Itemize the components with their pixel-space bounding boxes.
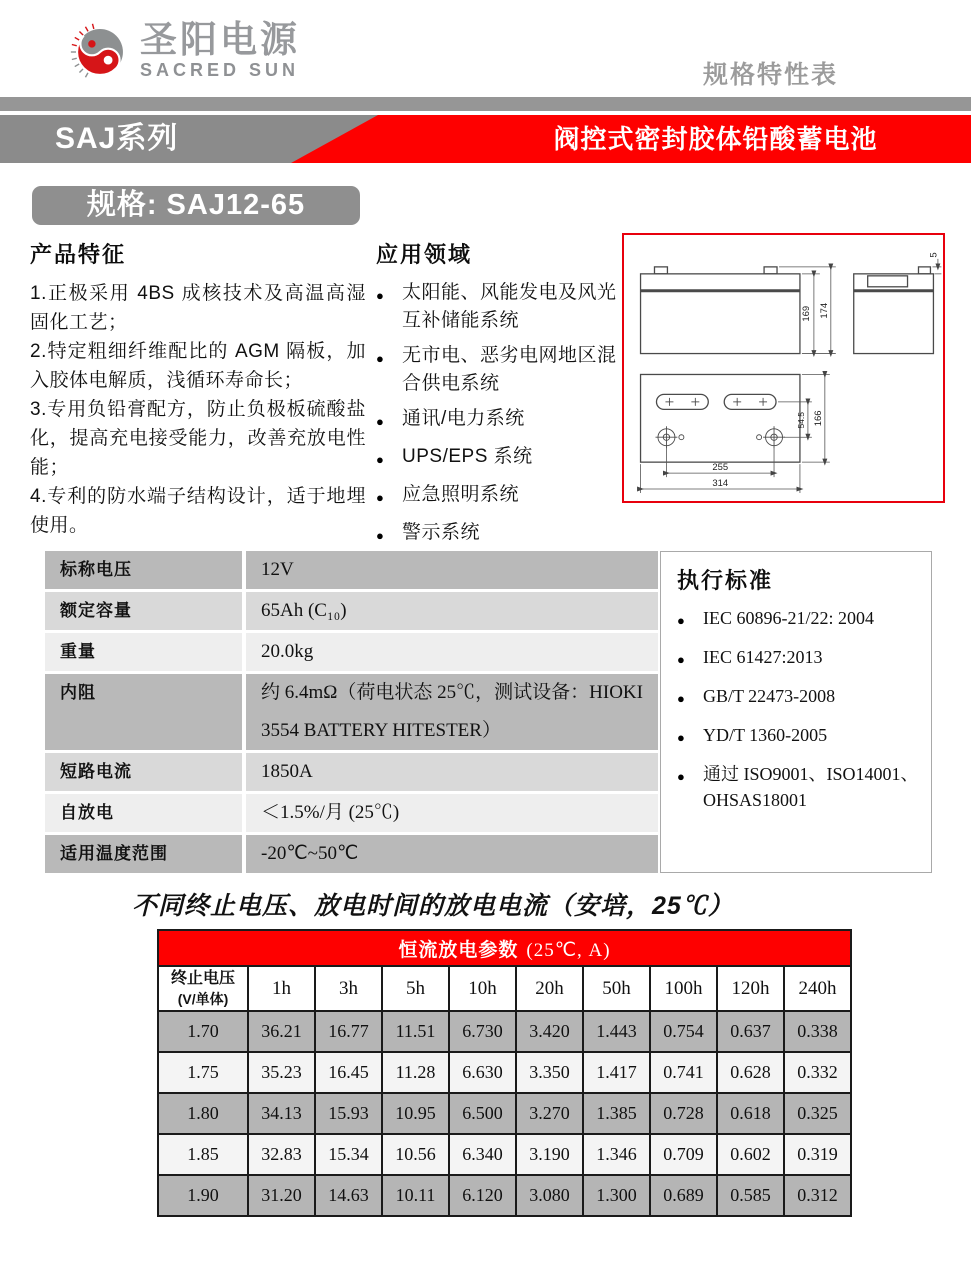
discharge-current-value: 34.13 xyxy=(248,1093,315,1134)
discharge-current-value: 0.709 xyxy=(650,1134,717,1175)
end-voltage-value: 1.80 xyxy=(158,1093,248,1134)
discharge-current-value: 36.21 xyxy=(248,1011,315,1052)
list-item-label: IEC 60896-21/22: 2004 xyxy=(703,608,874,628)
discharge-current-value: 3.080 xyxy=(516,1175,583,1216)
dim-depth: 166 xyxy=(812,410,824,427)
discharge-current-value: 15.34 xyxy=(315,1134,382,1175)
discharge-current-value: 11.51 xyxy=(382,1011,449,1052)
discharge-data-row xyxy=(158,1175,851,1216)
discharge-table xyxy=(157,929,852,1217)
discharge-current-value: 6.340 xyxy=(449,1134,516,1175)
spec-label: 自放电 xyxy=(45,794,242,832)
discharge-header-bold: 恒流放电参数 xyxy=(398,939,519,961)
features-section xyxy=(30,238,366,540)
list-item xyxy=(376,279,628,335)
bullet-icon: ● xyxy=(677,769,685,784)
list-item-label: 通过 ISO9001、ISO14001、OHSAS18001 xyxy=(703,764,919,810)
standards-list xyxy=(677,605,923,813)
spec-row xyxy=(45,633,658,671)
discharge-current-value: 11.28 xyxy=(382,1052,449,1093)
bullet-icon: ● xyxy=(677,613,685,628)
discharge-current-value: 1.300 xyxy=(583,1175,650,1216)
discharge-current-value: 1.385 xyxy=(583,1093,650,1134)
list-item-label: 应急照明系统 xyxy=(402,484,520,505)
spec-value: 12V xyxy=(246,551,658,589)
discharge-current-value: 15.93 xyxy=(315,1093,382,1134)
spec-value: -20℃~50℃ xyxy=(246,835,658,873)
discharge-current-value: 14.63 xyxy=(315,1175,382,1216)
logo xyxy=(70,20,300,84)
list-item xyxy=(677,644,923,673)
list-item-label: 无市电、恶劣电网地区混合供电系统 xyxy=(402,345,617,394)
spec-row xyxy=(45,794,658,832)
spec-label: 标称电压 xyxy=(45,551,242,589)
list-item-label: UPS/EPS 系统 xyxy=(402,446,533,467)
discharge-current-value: 10.11 xyxy=(382,1175,449,1216)
discharge-red-header xyxy=(158,930,851,966)
spec-label: 重量 xyxy=(45,633,242,671)
discharge-current-value: 6.630 xyxy=(449,1052,516,1093)
divider-bar xyxy=(0,97,971,111)
bullet-icon: ● xyxy=(677,652,685,667)
doc-type-label: 规格特性表 xyxy=(703,61,839,89)
discharge-current-value: 0.325 xyxy=(784,1093,851,1134)
list-item xyxy=(376,519,628,550)
list-item xyxy=(376,481,628,512)
list-item xyxy=(376,405,628,436)
list-item-label: YD/T 1360-2005 xyxy=(703,725,828,745)
dim-height-body: 169 xyxy=(800,305,812,322)
bullet-icon: ● xyxy=(376,288,385,303)
list-item-label: 太阳能、风能发电及风光互补储能系统 xyxy=(402,282,617,331)
feature-item: 1.正极采用 4BS 成核技术及高温高湿固化工艺； xyxy=(30,283,366,333)
discharge-current-value: 0.618 xyxy=(717,1093,784,1134)
discharge-current-value: 10.56 xyxy=(382,1134,449,1175)
discharge-current-value: 0.741 xyxy=(650,1052,717,1093)
end-voltage-value: 1.85 xyxy=(158,1134,248,1175)
list-item xyxy=(677,761,923,813)
feature-item: 4.专利的防水端子结构设计，适于地埋使用。 xyxy=(30,486,366,536)
spec-value: 20.0kg xyxy=(246,633,658,671)
dim-width: 314 xyxy=(712,478,729,490)
feature-item: 2.特定粗细纤维配比的 AGM 隔板，加入胶体电解质，浅循环寿命长； xyxy=(30,341,366,391)
dim-height-total: 174 xyxy=(818,302,830,319)
discharge-current-value: 0.754 xyxy=(650,1011,717,1052)
discharge-current-value: 6.500 xyxy=(449,1093,516,1134)
spec-value: 约 6.4mΩ（荷电状态 25℃，测试设备：HIOKI 3554 BATTERY HITESTER） xyxy=(246,674,658,750)
discharge-table-body xyxy=(158,1011,851,1216)
features-list xyxy=(30,279,366,540)
features-title: 产品特征 xyxy=(30,242,127,267)
end-voltage-value: 1.70 xyxy=(158,1011,248,1052)
discharge-current-value: 0.628 xyxy=(717,1052,784,1093)
series-name: SAJ系列 xyxy=(55,122,179,155)
list-item xyxy=(677,683,923,712)
dim-pitch: 255 xyxy=(712,462,729,474)
discharge-current-value: 0.602 xyxy=(717,1134,784,1175)
discharge-current-value: 3.420 xyxy=(516,1011,583,1052)
list-item xyxy=(376,342,628,398)
discharge-data-row xyxy=(158,1011,851,1052)
discharge-current-value: 1.346 xyxy=(583,1134,650,1175)
spec-label: 内阻 xyxy=(45,674,242,750)
discharge-current-value: 6.120 xyxy=(449,1175,516,1216)
list-item-label: 通讯/电力系统 xyxy=(402,408,525,429)
end-voltage-column-header xyxy=(158,966,248,1011)
spec-table xyxy=(45,551,658,876)
list-item xyxy=(677,722,923,751)
applications-list xyxy=(376,279,628,550)
spec-row xyxy=(45,835,658,873)
spec-label: 额定容量 xyxy=(45,592,242,630)
discharge-current-value: 0.637 xyxy=(717,1011,784,1052)
feature-item: 3.专用负铅膏配方，防止负极板硫酸盐化，提高充电接受能力，改善充放电性能； xyxy=(30,399,366,478)
battery-drawing xyxy=(624,235,943,499)
logo-cn: 圣阳电源 xyxy=(140,19,300,60)
bullet-icon: ● xyxy=(376,351,385,366)
end-voltage-unit: (V/单体) xyxy=(177,990,229,1007)
bullet-icon: ● xyxy=(376,452,385,467)
list-item-label: GB/T 22473-2008 xyxy=(703,686,836,706)
discharge-current-value: 32.83 xyxy=(248,1134,315,1175)
discharge-current-value: 3.270 xyxy=(516,1093,583,1134)
battery-dimension-diagram xyxy=(622,233,945,503)
end-voltage-value: 1.90 xyxy=(158,1175,248,1216)
dim-lid: 5 xyxy=(928,252,940,258)
discharge-column-header-row xyxy=(158,966,851,1011)
spec-row xyxy=(45,551,658,589)
list-item-label: 警示系统 xyxy=(402,522,481,543)
series-banner xyxy=(0,115,971,163)
applications-title: 应用领域 xyxy=(376,242,473,267)
hour-column-header: 10h xyxy=(449,966,516,1011)
spec-label: 短路电流 xyxy=(45,753,242,791)
discharge-current-value: 10.95 xyxy=(382,1093,449,1134)
spec-model-badge: 规格: SAJ12-65 xyxy=(32,186,360,225)
discharge-current-value: 16.45 xyxy=(315,1052,382,1093)
discharge-table-title: 不同终止电压、放电时间的放电电流（安培，25℃） xyxy=(132,892,734,920)
discharge-data-row xyxy=(158,1093,851,1134)
spec-label: 适用温度范围 xyxy=(45,835,242,873)
discharge-current-value: 0.338 xyxy=(784,1011,851,1052)
discharge-current-value: 0.312 xyxy=(784,1175,851,1216)
spec-row xyxy=(45,592,658,630)
end-voltage-label: 终止电压 xyxy=(170,969,235,987)
standards-title: 执行标准 xyxy=(677,568,774,593)
sacred-sun-logo-icon xyxy=(70,20,130,84)
bullet-icon: ● xyxy=(677,691,685,706)
logo-en: SACRED SUN xyxy=(140,60,300,80)
discharge-current-value: 0.728 xyxy=(650,1093,717,1134)
bullet-icon: ● xyxy=(376,414,385,429)
hour-column-header: 100h xyxy=(650,966,717,1011)
discharge-current-value: 3.190 xyxy=(516,1134,583,1175)
bullet-icon: ● xyxy=(376,528,385,543)
hour-column-header: 240h xyxy=(784,966,851,1011)
discharge-current-value: 0.332 xyxy=(784,1052,851,1093)
discharge-current-value: 0.319 xyxy=(784,1134,851,1175)
spec-row xyxy=(45,753,658,791)
discharge-current-value: 0.689 xyxy=(650,1175,717,1216)
dim-terminal-offset: 54.5 xyxy=(795,412,806,429)
hour-column-header: 50h xyxy=(583,966,650,1011)
discharge-current-value: 0.585 xyxy=(717,1175,784,1216)
discharge-current-value: 31.20 xyxy=(248,1175,315,1216)
list-item xyxy=(376,443,628,474)
list-item-label: IEC 61427:2013 xyxy=(703,647,823,667)
end-voltage-value: 1.75 xyxy=(158,1052,248,1093)
spec-value: 1850A xyxy=(246,753,658,791)
discharge-current-value: 1.443 xyxy=(583,1011,650,1052)
discharge-data-row xyxy=(158,1134,851,1175)
list-item xyxy=(677,605,923,634)
hour-column-header: 1h xyxy=(248,966,315,1011)
discharge-current-value: 3.350 xyxy=(516,1052,583,1093)
discharge-header-cell xyxy=(158,930,851,966)
hour-column-header: 3h xyxy=(315,966,382,1011)
applications-section xyxy=(376,238,628,557)
spec-value: 65Ah (C₁₀) xyxy=(246,592,658,630)
spec-row xyxy=(45,674,658,750)
discharge-current-value: 6.730 xyxy=(449,1011,516,1052)
product-type-label: 阀控式密封胶体铅酸蓄电池 xyxy=(553,124,878,154)
discharge-current-value: 1.417 xyxy=(583,1052,650,1093)
discharge-data-row xyxy=(158,1052,851,1093)
bullet-icon: ● xyxy=(677,730,685,745)
spec-value: ＜1.5%/月 (25℃) xyxy=(246,794,658,832)
discharge-current-value: 35.23 xyxy=(248,1052,315,1093)
discharge-header-rest: (25℃, A) xyxy=(526,939,611,961)
hour-column-header: 120h xyxy=(717,966,784,1011)
standards-box xyxy=(660,551,932,873)
discharge-current-value: 16.77 xyxy=(315,1011,382,1052)
hour-column-header: 5h xyxy=(382,966,449,1011)
bullet-icon: ● xyxy=(376,490,385,505)
hour-column-header: 20h xyxy=(516,966,583,1011)
